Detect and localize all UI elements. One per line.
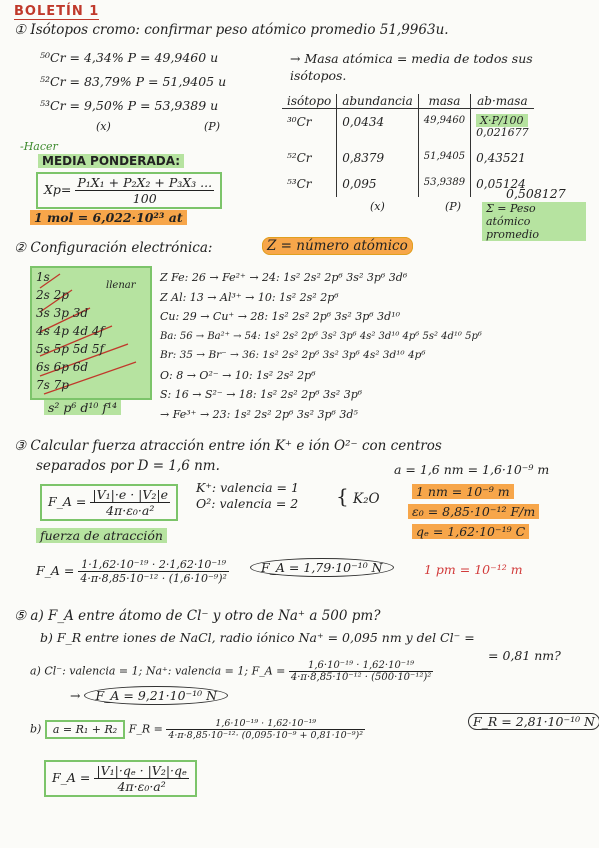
sum-label: Σ = Peso atómico promedio (482, 202, 586, 241)
grid-row: 7s 7p (36, 378, 69, 392)
max-electrons: s² p⁶ d¹⁰ f¹⁴ (44, 400, 121, 415)
table-row (282, 145, 534, 171)
pm-note: 1 pm = 10⁻¹² m (424, 562, 523, 577)
col-x: (x) (370, 200, 385, 213)
config-line: → Fe³⁺ → 23: 1s² 2s² 2p⁶ 3s² 3p⁶ 3d⁵ (160, 407, 358, 421)
cell: X·P/100 0,021677 (471, 109, 534, 146)
cell: 0,43521 (471, 145, 534, 171)
s5-answer-b: b) a = R₁ + R₂ F_R = $\frac{\text{1,6·10⁻¹⁹ · 1,62·10⁻¹⁹}}{\text{4·π·8,85·10⁻¹²· (0,095·10⁻⁹ + 0,81·10⁻⁹)²}}$ (30, 718, 364, 741)
iso50: ⁵⁰Cr = 4,34% P = 49,9460 u (40, 50, 219, 65)
k-valencia: K⁺: valencia = 1 (196, 480, 299, 495)
s5-question-b2: = 0,81 nm? (488, 648, 561, 663)
marks-p: (P) (204, 120, 220, 133)
cell: ⁵²Cr (287, 151, 312, 165)
iso53: ⁵³Cr = 9,50% P = 53,9389 u (40, 98, 219, 113)
o-valencia: O²: valencia = 2 (196, 496, 299, 511)
cell: 0,05124 (471, 171, 534, 197)
iso52: ⁵²Cr = 83,79% P = 51,9405 u (40, 74, 227, 89)
cell: ⁵³Cr (287, 177, 312, 191)
nm-note: 1 nm = 10⁻⁹ m (412, 484, 514, 499)
th-isotopo: isótopo (282, 94, 337, 109)
config-line: Z Al: 13 → Al³⁺ → 10: 1s² 2s² 2p⁶ (160, 290, 339, 304)
grid-row: 1s (36, 270, 50, 284)
col-p: (P) (445, 200, 461, 213)
s3-heading-1: ③ Calcular fuerza atracción entre ión K⁺ e ión O²⁻ con centros (14, 438, 442, 454)
cell: 51,9405 (418, 145, 470, 171)
marks-x: (x) (96, 120, 111, 133)
s3-heading-2: separados por D = 1,6 nm. (36, 458, 220, 474)
eps-note: ε₀ = 8,85·10⁻¹² F/m (408, 504, 539, 519)
s5-question-a: ⑤ a) F_A entre átomo de Cl⁻ y otro de Na⁺ a 500 pm? (14, 608, 381, 624)
grid-row: 3s 3p 3d (36, 306, 89, 320)
config-list (160, 268, 482, 424)
xp-formula: Xp= $\frac{\text{P₁X₁ + P₂X₂ + P₃X₃ ...}}{100}$ (36, 172, 222, 209)
page-title: BOLETÍN 1 (14, 4, 100, 19)
cell: 0,095 (337, 171, 419, 197)
media-label: MEDIA PONDERADA: (38, 154, 184, 168)
cell: 0,0434 (337, 109, 419, 146)
config-line: Cu: 29 → Cu⁺ → 28: 1s² 2s² 2p⁶ 3s² 3p⁶ 3d¹⁰ (160, 310, 401, 323)
config-line: S: 16 → S²⁻ → 18: 1s² 2s² 2p⁶ 3s² 3p⁶ (160, 388, 363, 401)
s1-note: → Masa atómica = media de todos sus isótopos. (290, 51, 533, 83)
th-abmasa: ab·masa (471, 94, 534, 109)
a-equation: a = 1,6 nm = 1,6·10⁻⁹ m (394, 462, 550, 477)
cell: 0,8379 (337, 145, 419, 171)
cell: 53,9389 (418, 171, 470, 197)
config-line: Br: 35 → Br⁻ → 36: 1s² 2s² 2p⁶ 3s² 3p⁶ 4s² 3d¹⁰ 4p⁶ (160, 349, 426, 361)
k2o-label: { K₂O (336, 484, 380, 508)
z-label: Z = número atómico (262, 238, 413, 254)
llenar-label: llenar (106, 280, 136, 291)
fa-result: F_A = 1,79·10⁻¹⁰ N (250, 560, 394, 575)
fa-formula: F_A = $\frac{\text{|V₁|·e · |V₂|e}}{\text{4π·ε₀·a²}}$ (40, 484, 178, 521)
fuerza-label: fuerza de atracción (36, 528, 167, 543)
s5-answer-a: a) Cl⁻: valencia = 1; Na⁺: valencia = 1; F_A = $\frac{\text{1,6·10⁻¹⁹ · 1,62·10⁻¹⁹}}{\text{4·π·8,85·10⁻¹² · (500·10⁻¹²)²}}$ (30, 660, 432, 683)
hacer-label: -Hacer (20, 140, 58, 153)
grid-row: 5s 5p 5d 5f (36, 342, 104, 356)
th-masa: masa (418, 94, 470, 109)
cell: ³⁰Cr (287, 115, 312, 129)
grid-row: 6s 6p 6d (36, 360, 89, 374)
grid-row: 4s 4p 4d 4f (36, 324, 104, 338)
table-row (282, 109, 534, 146)
final-formula: F_A = $\frac{\text{|V₁|·qₑ · |V₂|·qₑ}}{\text{4π·ε₀·a²}}$ (44, 760, 197, 797)
s5-result-b: F_R = 2,81·10⁻¹⁰ N (468, 714, 599, 729)
grid-row: 2s 2p (36, 288, 69, 302)
aufbau-diagram (30, 266, 152, 400)
config-line: Ba: 56 → Ba²⁺ → 54: 1s² 2s² 2p⁶ 3s² 3p⁶ 4s² 3d¹⁰ 4p⁶ 5s² 4d¹⁰ 5p⁶ (160, 330, 482, 342)
table-row (282, 171, 534, 197)
s5-question-b: b) F_R entre iones de NaCl, radio iónico Na⁺ = 0,095 nm y del Cl⁻ = (40, 630, 475, 645)
isotope-table (282, 94, 534, 197)
config-line: O: 8 → O²⁻ → 10: 1s² 2s² 2p⁶ (160, 368, 316, 382)
cell: 49,9460 (418, 109, 470, 146)
th-abundancia: abundancia (337, 94, 419, 109)
s2-heading: ② Configuración electrónica: (14, 240, 213, 256)
sum-value: 0,508127 (506, 186, 566, 201)
config-line: Z Fe: 26 → Fe²⁺ → 24: 1s² 2s² 2p⁶ 3s² 3p⁶ 3d⁶ (160, 271, 408, 284)
s1-heading: ① Isótopos cromo: confirmar peso atómico promedio 51,9963u. (14, 22, 449, 38)
mol-label: 1 mol = 6,022·10²³ at (30, 210, 187, 225)
qe-note: qₑ = 1,62·10⁻¹⁹ C (412, 524, 529, 539)
s5-result-a: → F_A = 9,21·10⁻¹⁰ N (70, 688, 228, 703)
fa-calculation: F_A = $\frac{\text{1·1,62·10⁻¹⁹ · 2·1,62·10⁻¹⁹}}{\text{4·π·8,85·10⁻¹² · (1,6·10⁻⁹)²}}$ (36, 558, 227, 585)
